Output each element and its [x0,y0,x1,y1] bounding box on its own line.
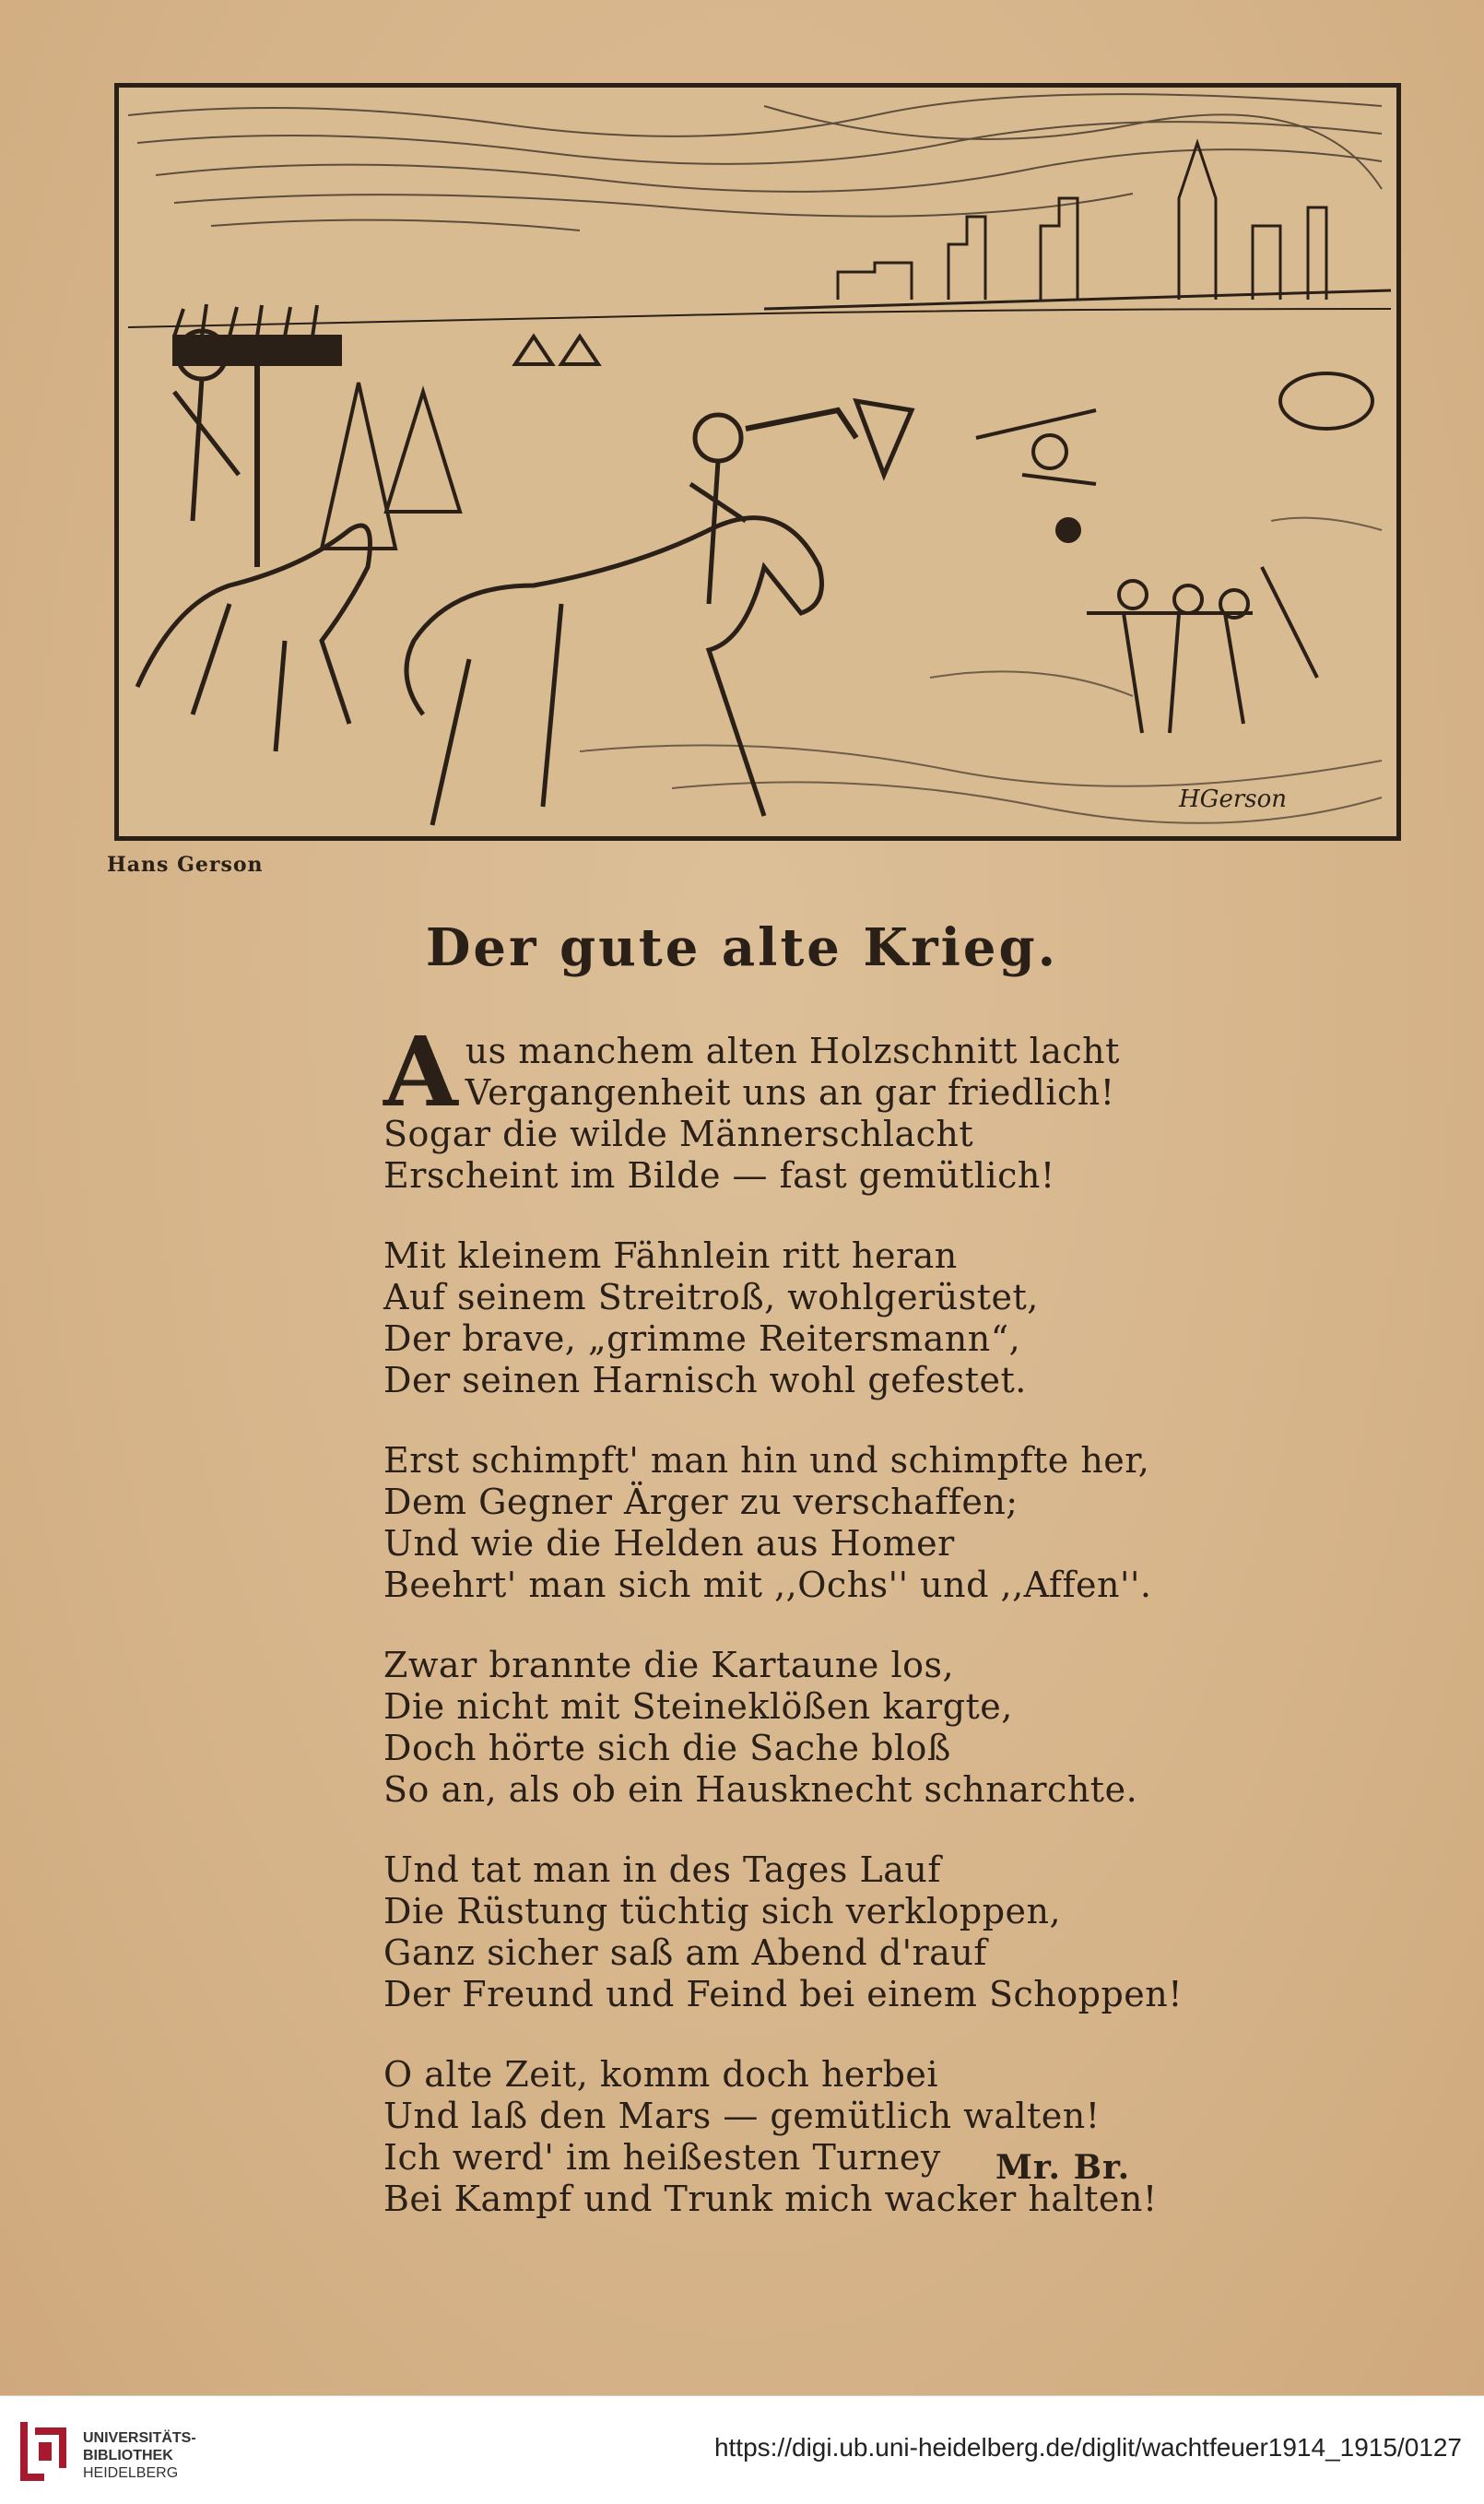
poem-line: Vergangenheit uns an gar friedlich! [465,1072,1115,1113]
author-signature: Mr. Br. [995,2148,1131,2187]
poem-line: Dem Gegner Ärger zu verschaffen; [383,1482,1019,1522]
poem-line: So an, als ob ein Hausknecht schnarchte. [383,1769,1138,1810]
poem-line: Sogar die wilde Männerschlacht [383,1114,974,1154]
poem-line: Und tat man in des Tages Lauf [383,1849,941,1890]
library-logo[interactable] [17,2413,196,2486]
poem-line: Mit kleinem Fähnlein ritt heran [383,1235,958,1276]
battle-scene-drawing [119,88,1396,836]
poem-line: Ganz sicher saß am Abend d'rauf [383,1932,987,1973]
poem-title: Der gute alte Krieg. [425,917,1059,978]
sky-hatching [128,94,1382,230]
tents [322,337,598,549]
poem-line: Der brave, „grimme Reitersmann“, [383,1318,1021,1359]
library-logo-icon [17,2413,74,2486]
stanza-2 [383,1235,1213,1401]
poem-line: O alte Zeit, komm doch herbei [383,2054,939,2095]
poem-line: Zwar brannte die Kartaune los, [383,1645,955,1685]
poem-line: Beehrt' man sich mit ,,Ochs'' und ,,Affen''. [383,1565,1152,1605]
poem-line: Auf seinem Streitroß, wohlgerüstet, [383,1277,1039,1317]
stanza-6 [383,2054,1213,2220]
permalink-url[interactable]: https://digi.ub.uni-heidelberg.de/diglit/wachtfeuer1914_1915/0127 [713,2433,1462,2462]
poem-line: Der Freund und Feind bei einem Schoppen! [383,1974,1184,2014]
library-name [83,2429,230,2482]
trumpeter-on-horse [406,401,912,825]
drop-cap: A [383,1015,458,1128]
stanza-5 [383,1849,1213,2015]
stanza-3 [383,1440,1213,1606]
library-name-line: HEIDELBERG [83,2465,179,2481]
poem-line: Ich werd' im heißesten Turney [383,2137,941,2178]
poem-body [383,1015,1213,2259]
poem-line: Die Rüstung tüchtig sich verkloppen, [383,1891,1062,1931]
woodcut-illustration [114,83,1401,841]
stanza-4 [383,1645,1213,1811]
poem-line: Der seinen Harnisch wohl gefestet. [383,1360,1027,1400]
distant-city [764,143,1391,309]
library-name-line: BIBLIOTHEK [83,2448,173,2463]
poem-line: Und laß den Mars — gemütlich walten! [383,2096,1101,2136]
artist-signature: HGerson [1179,785,1287,813]
poem-line: Die nicht mit Steineklößen kargte, [383,1686,1013,1727]
stanza-1 [383,1015,1213,1197]
ground-hatching [580,518,1382,823]
poem-line: Erscheint im Bilde — fast gemütlich! [383,1155,1055,1196]
poem-line: us manchem alten Holzschnitt lacht [465,1031,1120,1071]
poem-line: Und wie die Helden aus Homer [383,1523,955,1564]
rider-with-lance [137,331,371,751]
poem-line: Bei Kampf und Trunk mich wacker halten! [383,2179,1158,2219]
illustration-caption: Hans Gerson [107,853,264,877]
soldiers-and-cannon [976,373,1372,733]
poem-line: Doch hörte sich die Sache bloß [383,1728,951,1768]
poem-line: Erst schimpft' man hin und schimpfte her, [383,1440,1150,1481]
library-footer [0,2395,1484,2504]
library-name-line: UNIVERSITÄTS- [83,2430,196,2446]
